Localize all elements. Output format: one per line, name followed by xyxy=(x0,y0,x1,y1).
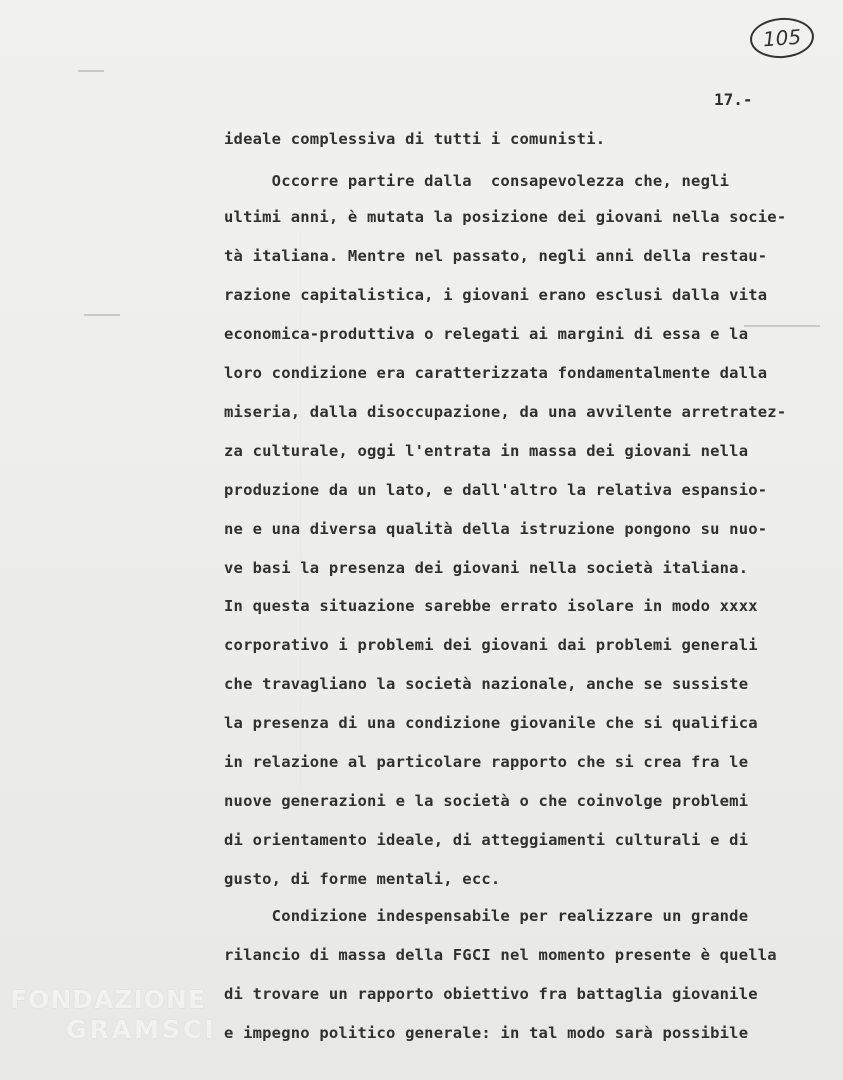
text-line: nuove generazioni e la società o che coinvolge problemi xyxy=(224,792,749,810)
scan-mark xyxy=(78,70,104,72)
text-line: ultimi anni, è mutata la posizione dei giovani nella socie- xyxy=(224,208,787,226)
text-line: economica-produttiva o relegati ai margini di essa e la xyxy=(224,325,749,343)
archive-number-stamp: 105 xyxy=(749,16,816,60)
text-line: la presenza di una condizione giovanile che si qualifica xyxy=(224,714,758,732)
watermark-line-2: GRAMSCI xyxy=(66,1015,217,1044)
text-line: tà italiana. Mentre nel passato, negli anni della restau- xyxy=(224,247,768,265)
text-line: di trovare un rapporto obiettivo fra battaglia giovanile xyxy=(224,985,758,1003)
text-line: In questa situazione sarebbe errato isolare in modo xxxx xyxy=(224,597,758,615)
text-line: ideale complessiva di tutti i comunisti. xyxy=(224,130,606,148)
text-line: e impegno politico generale: in tal modo sarà possibile xyxy=(224,1024,749,1042)
text-line: ve basi la presenza dei giovani nella società italiana. xyxy=(224,559,749,577)
fondazione-gramsci-watermark xyxy=(10,985,217,1045)
text-line: Occorre partire dalla consapevolezza che, negli xyxy=(224,172,730,190)
text-line: di orientamento ideale, di atteggiamenti culturali e di xyxy=(224,831,749,849)
text-line: rilancio di massa della FGCI nel momento presente è quella xyxy=(224,946,777,964)
text-line: gusto, di forme mentali, ecc. xyxy=(224,870,501,888)
scan-mark xyxy=(84,314,120,316)
faint-background-stamp xyxy=(300,230,501,790)
text-line: in relazione al particolare rapporto che si crea fra le xyxy=(224,753,749,771)
text-line: Condizione indespensabile per realizzare un grande xyxy=(224,907,749,925)
text-line: razione capitalistica, i giovani erano esclusi dalla vita xyxy=(224,286,768,304)
text-line: ne e una diversa qualità della istruzione pongono su nuo- xyxy=(224,520,768,538)
text-line: corporativo i problemi dei giovani dai problemi generali xyxy=(224,636,758,654)
text-line: loro condizione era caratterizzata fondamentalmente dalla xyxy=(224,364,768,382)
watermark-line-1: FONDAZIONE xyxy=(10,985,207,1014)
text-line: che travagliano la società nazionale, anche se sussiste xyxy=(224,675,749,693)
text-line: miseria, dalla disoccupazione, da una avvilente arretratez- xyxy=(224,403,787,421)
text-line: za culturale, oggi l'entrata in massa dei giovani nella xyxy=(224,442,749,460)
page-number: 17.- xyxy=(714,90,753,109)
scan-mark xyxy=(744,325,820,327)
text-line: produzione da un lato, e dall'altro la relativa espansio- xyxy=(224,481,768,499)
